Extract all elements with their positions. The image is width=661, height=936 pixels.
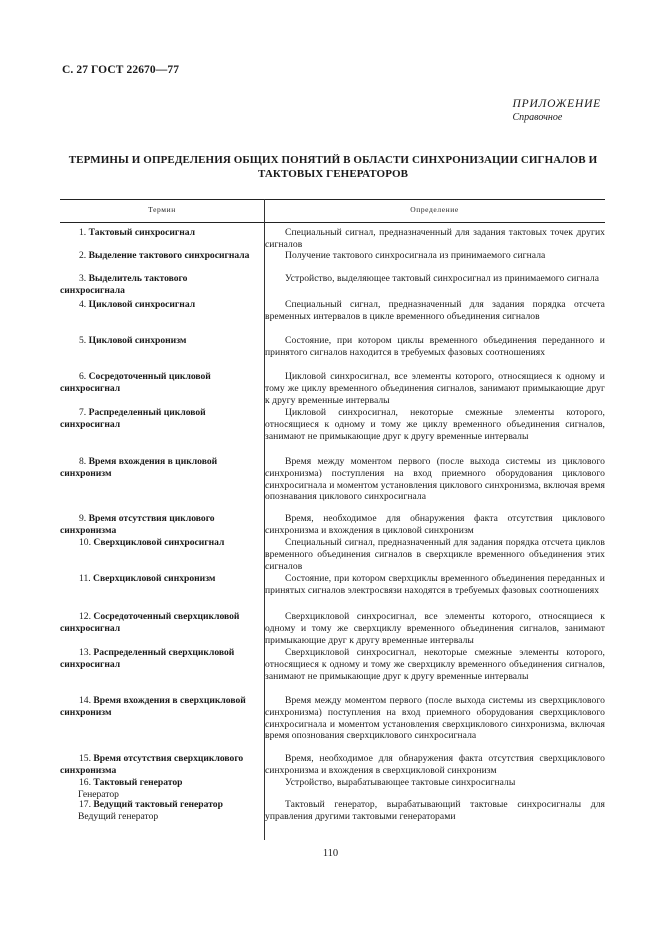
term-cell: [60, 799, 250, 823]
term-number: 4.: [79, 299, 87, 310]
definition-cell: Сверхцикловой синхросигнал, все элементы которого, относящиеся к одному и тому же сверхциклу временного объединения сигналов, занимают примыкающие друг к другу временные интервалы: [265, 611, 605, 646]
term-text: Сверхцикловой синхросигнал: [93, 537, 225, 548]
term-cell: [60, 407, 250, 431]
term-text: Время вхождения в сверхцикловой синхронизм: [60, 695, 246, 718]
term-cell: [60, 573, 250, 585]
term-cell: [60, 335, 250, 347]
definition-cell: Цикловой синхросигнал, некоторые смежные элементы которого, относящиеся к одному и тому же циклу временного объединения сигналов, занимают не примыкающие друг к другу временные интервалы: [265, 407, 605, 442]
term-cell: [60, 371, 250, 395]
term-synonym: Ведущий генератор: [78, 810, 159, 822]
term-number: 9.: [79, 513, 87, 524]
term-text: Сосредоточенный сверхцикловой синхросигнал: [60, 611, 240, 634]
definition-cell: Сверхцикловой синхросигнал, некоторые смежные элементы которого, относящиеся к одному и тому же сверхциклу временного объединения сигналов, занимают не примыкающие друг к другу временные интервалы: [265, 647, 605, 682]
term-cell: [60, 695, 250, 719]
definition-cell: Состояние, при котором сверхциклы временного объединения переданных и принятых сигналов электросвязи находятся в требуемых фазовых соотношениях: [265, 573, 605, 596]
term-text: Сверхцикловой синхронизм: [93, 573, 216, 584]
term-number: 11.: [79, 573, 91, 584]
appendix-label: ПРИЛОЖЕНИЕ: [512, 98, 601, 110]
table-header: [60, 199, 605, 223]
term-number: 1.: [79, 227, 87, 238]
page-number: 110: [322, 848, 339, 859]
term-text: Выделение тактового синхросигнала: [88, 250, 250, 261]
definition-cell: Получение тактового синхросигнала из принимаемого сигнала: [285, 250, 546, 261]
definition-cell: Тактовый генератор, вырабатывающий тактовые синхросигналы для управления другими тактовыми генераторами: [265, 799, 605, 822]
definition-cell: Специальный сигнал, предназначенный для задания порядка отсчета временных интервалов в цикле временного объединения сигналов: [265, 299, 605, 322]
term-cell: [60, 611, 250, 635]
term-number: 10.: [79, 537, 91, 548]
appendix-label-block: [513, 98, 601, 124]
term-number: 6.: [79, 371, 87, 382]
definition-cell: Время между моментом первого (после выхода системы из сверхциклового синхронизма) поступления на вход приемного оборудования сверхциклового синхросигнала и моментом установления сверхциклового синхронизма, включая время опознования сверхциклового синхросигнала: [265, 695, 605, 742]
term-text: Выделитель тактового синхросигнала: [60, 273, 188, 296]
term-text: Время вхождения в цикловой синхронизм: [60, 456, 218, 479]
term-cell: [60, 227, 250, 239]
term-cell: [60, 456, 250, 480]
term-number: 14.: [79, 695, 91, 706]
column-header-definition: Определение: [410, 205, 459, 214]
term-number: 8.: [79, 456, 87, 467]
term-number: 7.: [79, 407, 87, 418]
term-cell: [60, 753, 250, 777]
definition-cell: Специальный сигнал, предназначенный для задания порядка отсчета циклов временного объединения сигналов в сверхцикле временного объединения этих сигналов: [265, 537, 605, 572]
definition-cell: Время между моментом первого (после выхода системы из циклового синхронизма) поступления на вход приемного оборудования циклового синхросигнала и моментом установления циклового синхронизма, включая время опознавания циклового синхросигнала: [265, 456, 605, 503]
term-number: 12.: [79, 611, 91, 622]
definition-cell: Цикловой синхросигнал, все элементы которого, относящиеся к одному и тому же циклу временного объединения сигналов, занимают примыкающие друг к другу временные интервалы: [265, 371, 605, 406]
term-text: Тактовый синхросигнал: [88, 227, 196, 238]
term-number: 5.: [79, 335, 87, 346]
term-number: 15.: [79, 753, 91, 764]
term-text: Распределенный сверхцикловой синхросигнал: [60, 647, 235, 670]
term-number: 16.: [79, 777, 91, 788]
term-text: Распределенный цикловой синхросигнал: [60, 407, 206, 430]
term-text: Сосредоточенный цикловой синхросигнал: [60, 371, 211, 394]
term-text: Ведущий тактовый генератор: [93, 799, 223, 810]
term-number: 13.: [79, 647, 91, 658]
definition-cell: Время, необходимое для обнаружения факта отсутствия сверхциклового синхронизма и вхождения в сверхцикловой синхронизм: [265, 753, 605, 776]
term-text: Цикловой синхронизм: [88, 335, 187, 346]
term-text: Время отсутствия циклового синхронизма: [60, 513, 215, 536]
definition-cell: Устройство, вырабатывающее тактовые синхросигналы: [285, 777, 516, 788]
appendix-sublabel: Справочное: [512, 112, 563, 123]
term-number: 3.: [79, 273, 87, 284]
definition-cell: Специальный сигнал, предназначенный для задания тактовых точек других сигналов: [265, 227, 605, 250]
term-synonym: Генератор: [78, 788, 119, 800]
column-header-term: Термин: [148, 205, 176, 214]
term-cell: [60, 777, 250, 801]
term-cell: [60, 647, 250, 671]
definition-cell: Состояние, при котором циклы временного объединения переданного и принятого сигналов находится в требуемых фазовых соотношениях: [265, 335, 605, 358]
term-cell: [60, 513, 250, 537]
term-text: Время отсутствия сверхциклового синхронизма: [60, 753, 244, 776]
term-text: Тактовый генератор: [93, 777, 183, 788]
term-number: 17.: [79, 799, 91, 810]
definition-cell: Время, необходимое для обнаружения факта отсутствия циклового синхронизма и вхождения в цикловой синхронизм: [265, 513, 605, 536]
terms-table: [60, 199, 605, 822]
term-text: Цикловой синхросигнал: [88, 299, 196, 310]
column-divider: [264, 199, 265, 840]
page-title: ТЕРМИНЫ И ОПРЕДЕЛЕНИЯ ОБЩИХ ПОНЯТИЙ В ОБЛАСТИ СИНХРОНИЗАЦИИ СИГНАЛОВ И ТАКТОВЫХ ГЕНЕРАТОРОВ: [68, 154, 598, 180]
definition-cell: Устройство, выделяющее тактовый синхросигнал из принимаемого сигнала: [285, 273, 600, 284]
term-cell: [60, 537, 250, 549]
term-cell: [60, 273, 250, 297]
term-cell: [60, 250, 250, 262]
document-header: С. 27 ГОСТ 22670—77: [62, 64, 180, 76]
term-number: 2.: [79, 250, 87, 261]
term-cell: [60, 299, 250, 311]
